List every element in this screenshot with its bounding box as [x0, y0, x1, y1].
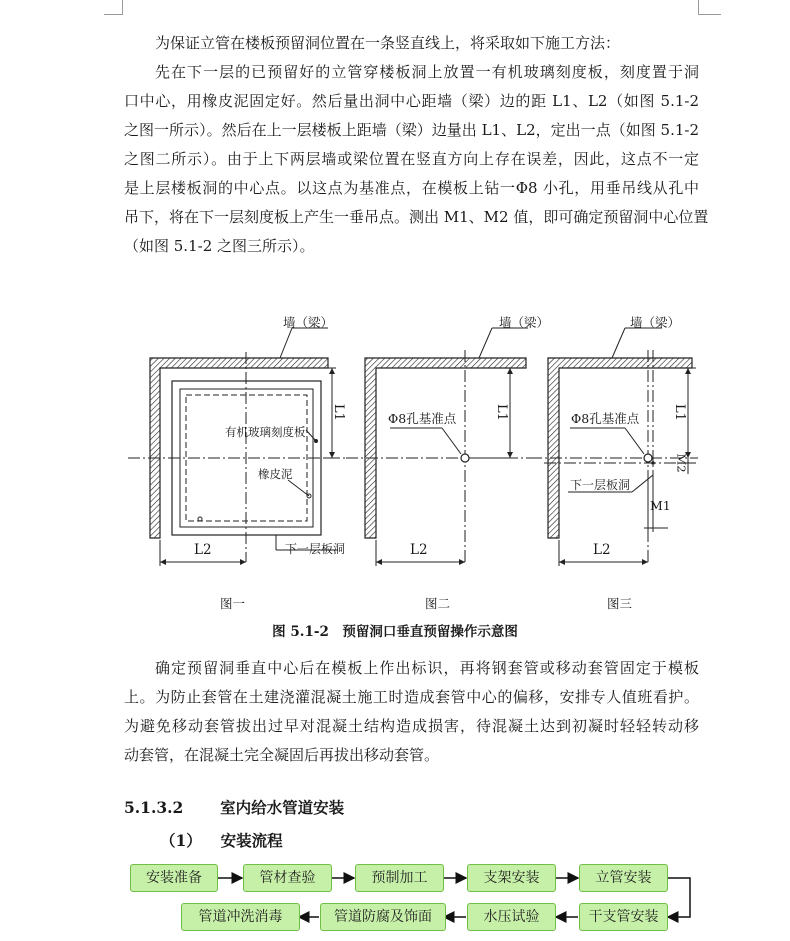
section-number: 5.1.3.2 [124, 798, 184, 817]
dim-l2-label: L2 [593, 542, 611, 558]
subsection-title: 安装流程 [220, 831, 283, 850]
subsection-number: （1） [160, 831, 202, 850]
hole-ref-label: Φ8孔基准点 [571, 411, 640, 426]
sub-caption-2: 图二 [425, 596, 451, 611]
text-line: 为保证立管在楼板预留洞位置在一条竖直线上，将采取如下施工方法： [155, 34, 621, 52]
dim-m2-label: M2 [674, 453, 689, 473]
dim-l2-label: L2 [194, 542, 212, 558]
sub-caption-1: 图一 [220, 596, 246, 611]
text-line: 之图一所示）。然后在上一层楼板上距墙（梁）边量出 L1、L2，定出一点（如图 5.1-2 [124, 121, 699, 139]
flow-step-prefab: 预制加工 [355, 864, 444, 892]
figure-caption: 图 5.1-2 预留洞口垂直预留操作示意图 [272, 624, 518, 640]
text-line: 口中心，用橡皮泥固定好。然后量出洞中心距墙（梁）边的距 L1、L2（如图 5.1-2 [124, 92, 699, 110]
dim-l1-label: L1 [493, 404, 509, 421]
wall-label: 墙（梁） [499, 315, 550, 330]
dim-l2-label: L2 [410, 542, 428, 558]
flow-step-anticorrosion: 管道防腐及饰面 [320, 903, 446, 931]
hole-ref-label: Φ8孔基准点 [388, 411, 457, 426]
flow-step-material-check: 管材查验 [243, 864, 332, 892]
text-line: 吊下，将在下一层刻度板上产生一垂吊点。测出 M1、M2 值，即可确定预留洞中心位置 [124, 208, 709, 226]
text-line: 为避免移动套管拔出过早对混凝土结构造成损害，待混凝土达到初凝时轻轻转动移 [124, 717, 699, 735]
text-line: 确定预留洞垂直中心后在模板上作出标识，再将钢套管或移动套管固定于模板 [155, 659, 699, 677]
flow-step-pressure-test: 水压试验 [467, 903, 556, 931]
flow-step-support: 支架安装 [467, 864, 556, 892]
lower-hole-label: 下一层板洞 [285, 542, 346, 556]
wall-label: 墙（梁） [283, 315, 334, 330]
text-line: 是上层楼板洞的中心点。以这点为基准点，在模板上钻一Φ8 小孔，用垂吊线从孔中 [124, 179, 699, 197]
text-line: （如图 5.1-2 之图三所示）。 [124, 237, 315, 255]
text-line: 之图二所示）。由于上下两层墙或梁位置在竖直方向上存在误差，因此，这点不一定 [124, 150, 699, 168]
flow-step-prepare: 安装准备 [130, 864, 218, 892]
putty-label: 橡皮泥 [258, 467, 293, 481]
text-line: 先在下一层的已预留好的立管穿楼板洞上放置一有机玻璃刻度板，刻度置于洞 [155, 63, 699, 81]
section-title: 室内给水管道安装 [220, 798, 345, 817]
flow-step-branch: 干支管安装 [579, 903, 668, 931]
dim-l1-label: L1 [330, 404, 346, 421]
dim-l1-label: L1 [671, 404, 687, 421]
flow-step-flush: 管道冲洗消毒 [181, 903, 300, 931]
dim-m1-label: M1 [650, 498, 671, 513]
text-line: 上。为防止套管在土建浇灌混凝土施工时造成套管中心的偏移，安排专人值班看护。 [124, 688, 699, 706]
wall-label: 墙（梁） [630, 315, 681, 330]
lower-hole-label: 下一层板洞 [570, 478, 631, 492]
flow-step-riser: 立管安装 [579, 864, 668, 892]
text-line: 动套管，在混凝土完全凝固后再拔出移动套管。 [124, 746, 440, 764]
glass-board-label: 有机玻璃刻度板 [225, 425, 306, 439]
sub-caption-3: 图三 [607, 596, 633, 611]
